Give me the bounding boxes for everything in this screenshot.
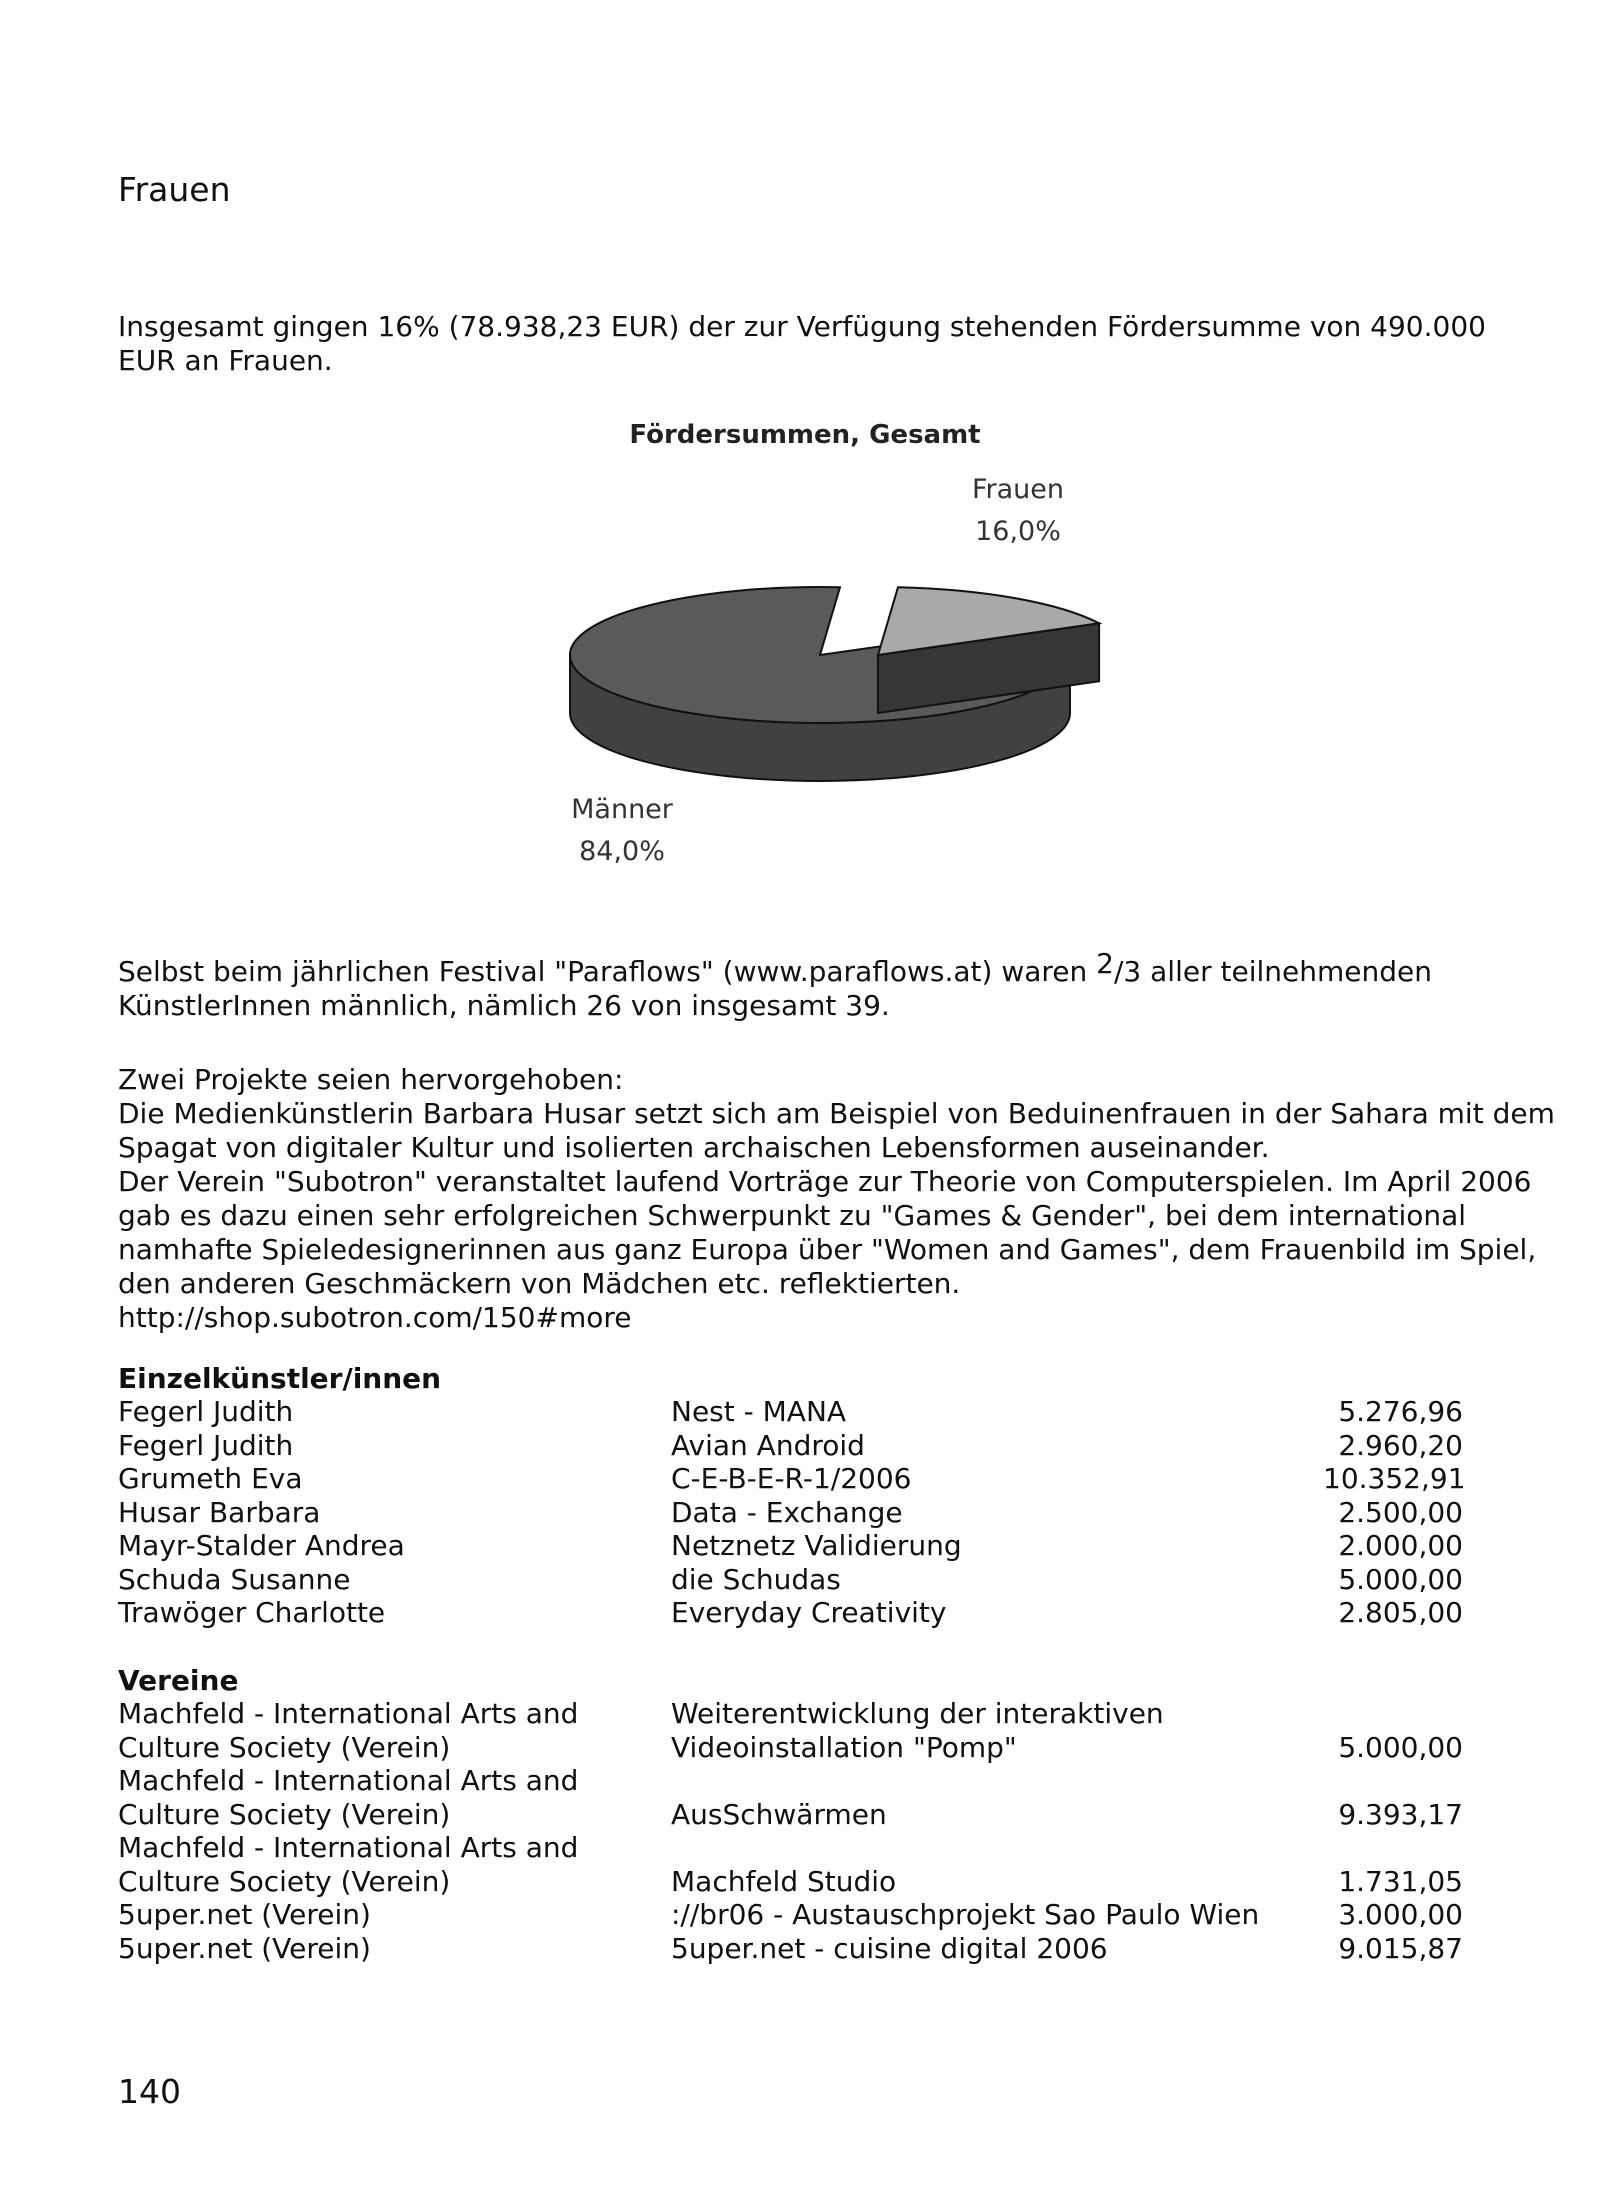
pie-group (570, 587, 1099, 781)
project-husar-text: Die Medienkünstlerin Barbara Husar setzt sich am Beispiel von Beduinenfrauen in der Sahara mit dem Spagat von digitaler Kultur und isolierten archaischen Lebensformen auseinander. (118, 1097, 1555, 1164)
project-title-line1 (671, 1764, 1323, 1798)
chart-title: Fördersummen, Gesamt (629, 420, 981, 450)
table-row (118, 1731, 1463, 1765)
amount-value: 5.276,96 (1338, 1395, 1463, 1428)
project-title-line1: Weiterentwicklung der interaktiven (671, 1697, 1164, 1730)
project-title: C-E-B-E-R-1/2006 (671, 1462, 912, 1495)
table-row (118, 1865, 1463, 1899)
table-row (118, 1563, 1463, 1597)
artist-name: Schuda Susanne (118, 1562, 351, 1596)
artist-name: Mayr-Stalder Andrea (118, 1529, 405, 1562)
project-title: Netznetz Validierung (671, 1529, 962, 1562)
project-title: Machfeld Studio (671, 1864, 897, 1898)
fraction-numerator: 2 (1096, 947, 1114, 980)
table-row-continuation (118, 1831, 1463, 1865)
project-title: Nest - MANA (671, 1395, 847, 1428)
amount-value: 10.352,91 (1323, 1462, 1466, 1495)
paraflows-text-before: Selbst beim jährlichen Festival "Paraflows" (www.paraflows.at) waren (118, 955, 1097, 988)
projects-intro-line: Zwei Projekte seien hervorgehoben: (118, 1063, 624, 1096)
paraflows-paragraph (118, 947, 1538, 1023)
project-title: Everyday Creativity (671, 1596, 947, 1629)
amount-value: 2.000,00 (1338, 1529, 1463, 1562)
amount-value: 2.960,20 (1338, 1428, 1463, 1462)
amount-empty (1323, 1764, 1463, 1798)
table-row (118, 1798, 1463, 1832)
table-row (118, 1429, 1463, 1463)
amount-value: 5.000,00 (1338, 1562, 1463, 1596)
intro-paragraph: Insgesamt gingen 16% (78.938,23 EUR) der zur Verfügung stehenden Fördersumme von 490.000 EUR an Frauen. (118, 310, 1486, 377)
slice-label-maenner-name: Männer (571, 794, 673, 825)
amount-value: 5.000,00 (1338, 1730, 1463, 1764)
artist-name: Fegerl Judith (118, 1428, 294, 1462)
artist-name: Fegerl Judith (118, 1395, 294, 1428)
einzelkuenstler-section (118, 1362, 1466, 1630)
project-title: AusSchwärmen (671, 1797, 887, 1831)
vereine-table (118, 1697, 1463, 1965)
table-row (118, 1462, 1463, 1496)
table-row (118, 1496, 1463, 1530)
paraflows-text-after: /3 aller teilnehmenden KünstlerInnen männlich, nämlich 26 von insgesamt 39. (118, 955, 1432, 1022)
einzelkuenstler-title: Einzelkünstler/innen (118, 1362, 442, 1395)
table-row (118, 1395, 1463, 1429)
amount-empty (1323, 1831, 1463, 1865)
table-row (118, 1932, 1463, 1966)
amount-value: 9.393,17 (1338, 1797, 1463, 1831)
project-title-line1 (671, 1831, 1323, 1865)
verein-name: Culture Society (Verein) (118, 1864, 451, 1898)
table-row (118, 1898, 1463, 1932)
subotron-link[interactable]: http://shop.subotron.com/150#more (118, 1301, 632, 1334)
project-title: Videoinstallation "Pomp" (671, 1730, 1017, 1764)
projects-block (118, 1063, 1558, 1335)
artist-name: Trawöger Charlotte (118, 1596, 386, 1629)
pie-chart (520, 405, 1160, 885)
artist-name: Grumeth Eva (118, 1462, 303, 1495)
table-row-continuation (118, 1764, 1463, 1798)
verein-name-line1: Machfeld - International Arts and (118, 1697, 579, 1730)
verein-name: Culture Society (Verein) (118, 1730, 451, 1764)
verein-name-line1: Machfeld - International Arts and (118, 1831, 579, 1864)
project-subotron-text: Der Verein "Subotron" veranstaltet laufend Vorträge zur Theorie von Computerspielen. Im April 2006 gab es dazu einen sehr erfolgreichen Schwerpunkt zu "Games & Gender", bei dem international namhafte Spieledesignerinnen aus ganz Europa über "Women and Games", dem Frauenbild im Spiel, den anderen Geschmäckern von Mädchen etc. reflektierten. (118, 1165, 1537, 1300)
verein-name-line1: Machfeld - International Arts and (118, 1764, 579, 1797)
slice-label-maenner-value: 84,0% (579, 836, 665, 867)
amount-value: 1.731,05 (1338, 1864, 1463, 1898)
verein-name: 5uper.net (Verein) (118, 1931, 371, 1965)
project-title: die Schudas (671, 1562, 841, 1596)
vereine-title: Vereine (118, 1664, 239, 1697)
einzelkuenstler-table (118, 1395, 1466, 1630)
verein-name: 5uper.net (Verein) (118, 1898, 371, 1931)
amount-value: 2.500,00 (1338, 1495, 1463, 1529)
artist-name: Husar Barbara (118, 1495, 321, 1529)
amount-empty (1323, 1697, 1463, 1731)
page-heading: Frauen (118, 170, 231, 209)
slice-label-frauen-name: Frauen (971, 474, 1065, 505)
project-title: Data - Exchange (671, 1495, 903, 1529)
table-row-continuation (118, 1697, 1463, 1731)
page-number: 140 (118, 2072, 181, 2111)
verein-name: Culture Society (Verein) (118, 1797, 451, 1831)
project-title: Avian Android (671, 1428, 865, 1462)
project-title: ://br06 - Austauschprojekt Sao Paulo Wien (671, 1898, 1260, 1931)
amount-value: 9.015,87 (1338, 1931, 1463, 1965)
amount-value: 2.805,00 (1338, 1596, 1463, 1629)
table-row (118, 1596, 1463, 1630)
amount-value: 3.000,00 (1338, 1898, 1463, 1931)
table-row (118, 1529, 1463, 1563)
vereine-section (118, 1664, 1463, 1965)
slice-label-frauen-value: 16,0% (975, 516, 1061, 547)
project-title: 5uper.net - cuisine digital 2006 (671, 1931, 1108, 1965)
